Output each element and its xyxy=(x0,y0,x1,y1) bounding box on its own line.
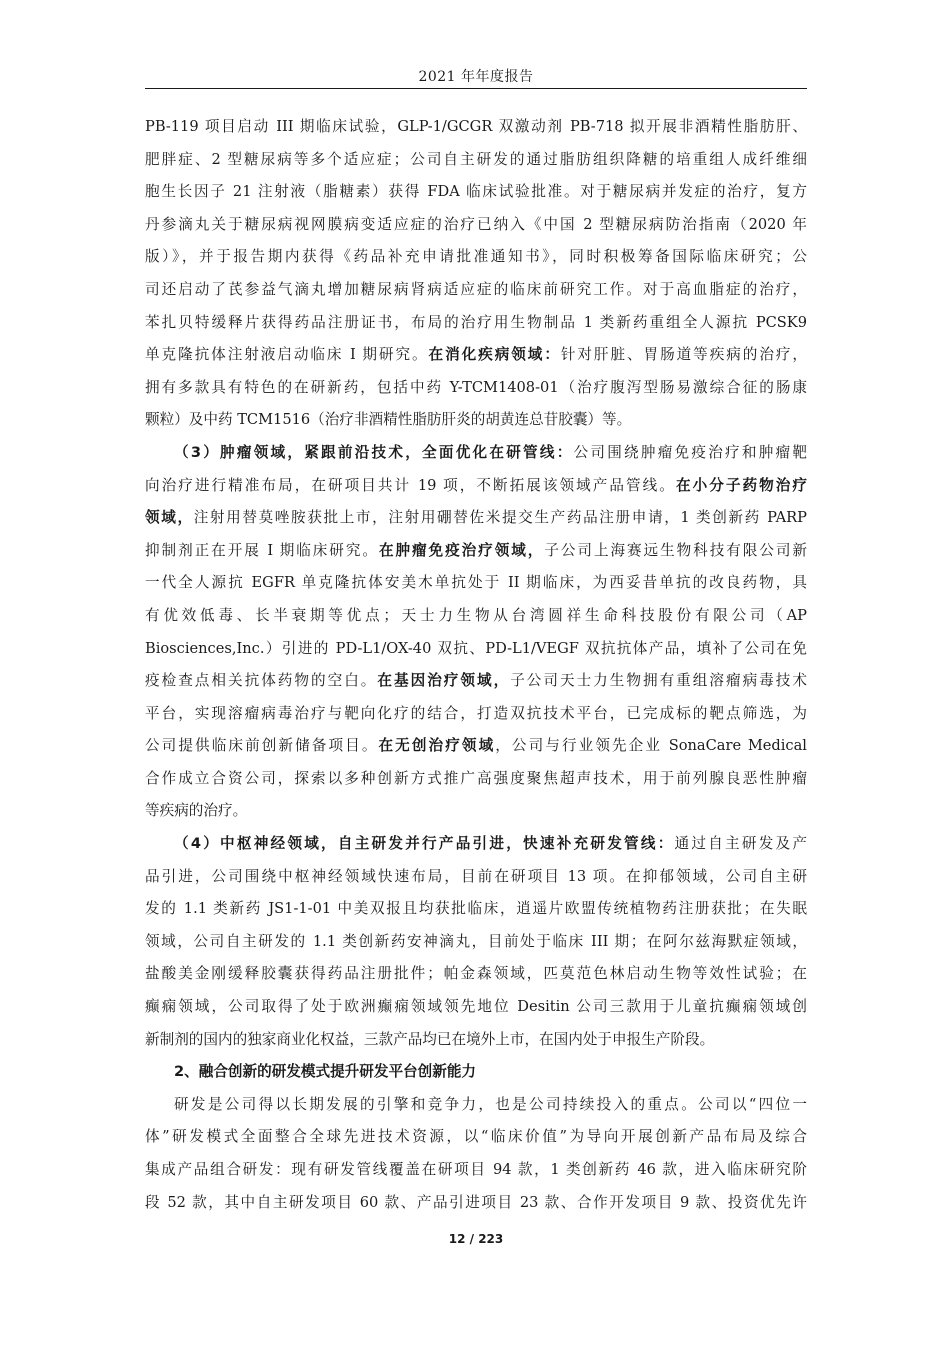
text-line: 版）》，并于报告期内获得《药品补充申请批准通知书》，同时积极筹备国际临床研究；公 xyxy=(145,248,807,266)
text-run: 疫检查点相关抗体药物的空白。 xyxy=(145,672,378,690)
bold-run: 在小分子药物治疗 xyxy=(675,476,807,494)
text-line: 有优效低毒、长半衰期等优点；天士力生物从台湾圆祥生命科技股份有限公司（AP xyxy=(145,606,807,624)
text-run: ，公司与行业领先企业 SonaCare Medical xyxy=(495,737,807,755)
text-run: 针对肝脏、胃肠道等疾病的治疗， xyxy=(560,346,807,364)
bold-run: 领域， xyxy=(145,509,194,527)
text-line xyxy=(145,339,807,372)
text-line xyxy=(145,470,807,503)
bold-run: 在肿瘤免疫治疗领域， xyxy=(378,541,545,559)
text-run: 向治疗进行精准布局，在研项目共计 19 项，不断拓展该领域产品管线。 xyxy=(145,476,676,494)
text-line: Biosciences,Inc.）引进的 PD-L1/OX-40 双抗、PD-L1/VEGF 双抗抗体产品，填补了公司在免 xyxy=(145,639,807,657)
text-line: 平台，实现溶瘤病毒治疗与靶向化疗的结合，打造双抗技术平台，已完成标的靶点筛选，为 xyxy=(145,704,807,722)
bold-run: 在消化疾病领域： xyxy=(428,346,561,364)
text-line: 研发是公司得以长期发展的引擎和竞争力，也是公司持续投入的重点。公司以“四位一 xyxy=(174,1095,807,1113)
text-line: 体”研发模式全面整合全球先进技术资源，以“临床价值”为导向开展创新产品布局及综合 xyxy=(145,1128,807,1146)
text-line xyxy=(145,535,807,568)
section-heading-cns: （4）中枢神经领域，自主研发并行产品引进，快速补充研发管线： xyxy=(174,835,675,853)
text-run: 通过自主研发及产 xyxy=(674,835,807,853)
text-line: 发的 1.1 类新药 JS1-1-01 中美双报且均获批临床，逍遥片欧盟传统植物药注册获批；在失眠 xyxy=(145,900,807,918)
text-line: 集成产品组合研发：现有研发管线覆盖在研项目 94 款，1 类创新药 46 款，进入临床研究阶 xyxy=(145,1161,807,1178)
section-heading-2: 2、融合创新的研发模式提升研发平台创新能力 xyxy=(174,1063,477,1081)
text-line: 合作成立合资公司，探索以多种创新方式推广高强度聚焦超声技术，用于前列腺良恶性肿瘤 xyxy=(145,769,807,787)
text-line: 苯扎贝特缓释片获得药品注册证书，布局的治疗用生物制品 1 类新药重组全人源抗 PCSK9 xyxy=(145,313,807,331)
text-run: 公司提供临床前创新储备项目。 xyxy=(145,737,379,755)
text-line: 丹参滴丸关于糖尿病视网膜病变适应症的治疗已纳入《中国 2 型糖尿病防治指南（2020 年 xyxy=(145,215,807,233)
text-line xyxy=(145,502,807,535)
text-line: 领域，公司自主研发的 1.1 类创新药安神滴丸，目前处于临床 III 期；在阿尔兹海默症领域， xyxy=(145,932,807,950)
text-line xyxy=(145,730,807,763)
page-header: 2021 年年度报告 xyxy=(418,69,534,85)
bold-run: 在基因治疗领域， xyxy=(377,672,511,690)
text-line: PB-119 项目启动 III 期临床试验，GLP-1/GCGR 双激动剂 PB-718 拟开展非酒精性脂肪肝、 xyxy=(145,118,807,135)
text-line: 一代全人源抗 EGFR 单克隆抗体安美木单抗处于 II 期临床，为西妥昔单抗的改良药物，具 xyxy=(145,574,807,592)
text-line xyxy=(145,828,807,861)
text-run: 单克隆抗体注射液启动临床 I 期研究。 xyxy=(145,346,429,364)
section-heading-oncology: （3）肿瘤领域，紧跟前沿技术，全面优化在研管线： xyxy=(174,443,574,461)
header-rule xyxy=(145,88,807,89)
text-line: 胞生长因子 21 注射液（脂糖素）获得 FDA 临床试验批准。对于糖尿病并发症的治疗，复方 xyxy=(145,183,807,201)
text-line: 新制剂的国内的独家商业化权益，三款产品均已在境外上市，在国内处于申报生产阶段。 xyxy=(145,1030,715,1048)
text-line: 肥胖症、2 型糖尿病等多个适应症；公司自主研发的通过脂肪组织降糖的培重组人成纤维细 xyxy=(145,150,807,168)
text-run: 公司围绕肿瘤免疫治疗和肿瘤靶 xyxy=(573,443,807,461)
text-line: 司还启动了芪参益气滴丸增加糖尿病肾病适应症的临床前研究工作。对于高血脂症的治疗， xyxy=(145,280,807,298)
text-line: 品引进，公司围绕中枢神经领域快速布局，目前在研项目 13 项。在抑郁领域，公司自主研 xyxy=(145,867,807,885)
text-run: 子公司上海赛远生物科技有限公司新 xyxy=(544,541,807,559)
text-run: 抑制剂正在开展 I 期临床研究。 xyxy=(145,541,379,559)
text-line: 盐酸美金刚缓释胶囊获得药品注册批件；帕金森领域，匹莫范色林启动生物等效性试验；在 xyxy=(145,965,807,983)
text-line xyxy=(145,665,807,698)
page-number: 12 / 223 xyxy=(448,1232,504,1246)
text-line: 段 52 款，其中自主研发项目 60 款、产品引进项目 23 款、合作开发项目 9 款、投资优先许 xyxy=(145,1193,807,1211)
text-line: 癫痫领域，公司取得了处于欧洲癫痫领域领先地位 Desitin 公司三款用于儿童抗癫痫领域创 xyxy=(145,998,807,1016)
text-run: 子公司天士力生物拥有重组溶瘤病毒技术 xyxy=(510,672,807,690)
text-line: 颗粒）及中药 TCM1516（治疗非酒精性脂肪肝炎的胡黄连总苷胶囊）等。 xyxy=(145,411,632,429)
text-line: 等疾病的治疗。 xyxy=(145,802,248,820)
text-line xyxy=(145,437,807,470)
text-run: 注射用替莫唑胺获批上市，注射用硼替佐米提交生产药品注册申请，1 类创新药 PARP xyxy=(193,509,807,527)
bold-run: 在无创治疗领域 xyxy=(378,737,496,755)
text-line: 拥有多款具有特色的在研新药，包括中药 Y-TCM1408-01（治疗腹泻型肠易激综合征的肠康 xyxy=(145,378,807,396)
document-body xyxy=(145,111,807,1219)
